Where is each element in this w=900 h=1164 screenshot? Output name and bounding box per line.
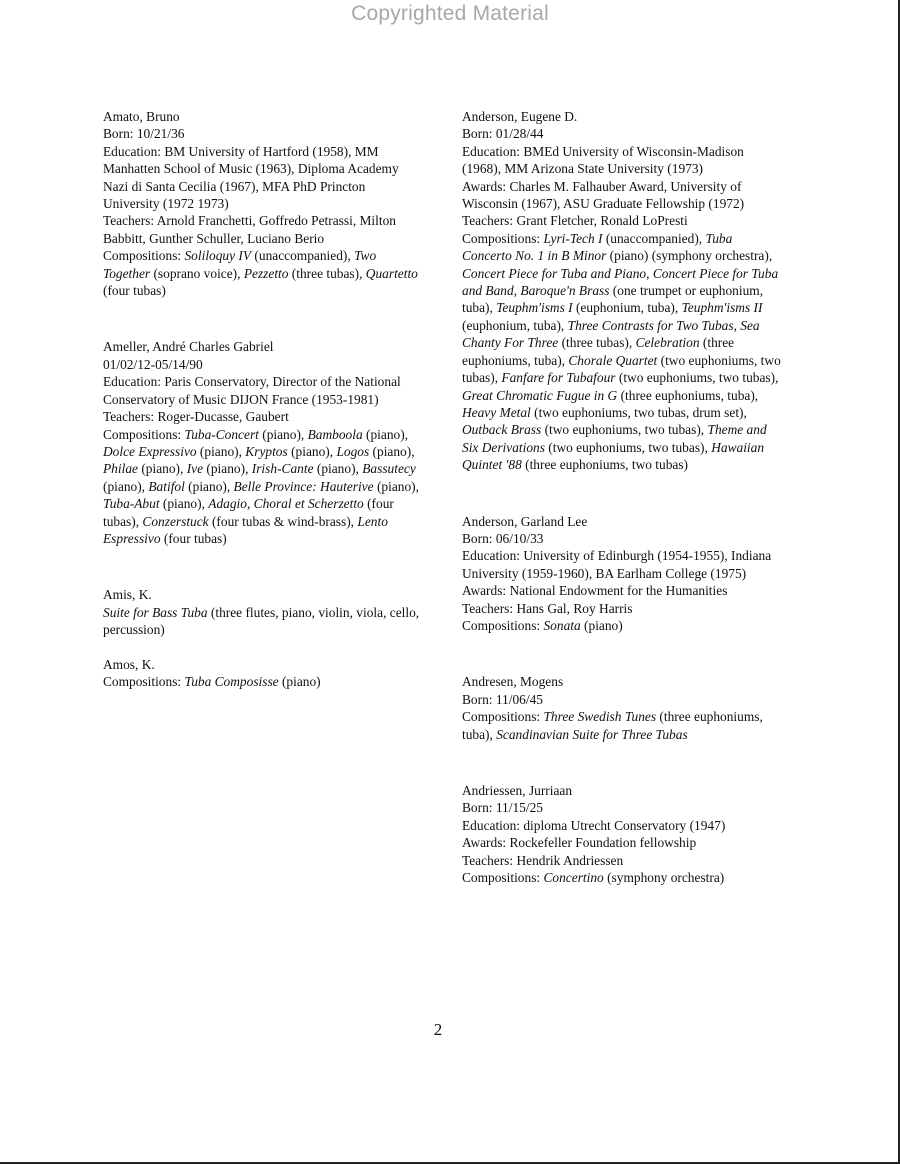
- entry-text: Amis, K.: [103, 587, 152, 603]
- entry-text: (piano),: [203, 461, 252, 477]
- left-column: [103, 108, 423, 690]
- entry-line: [462, 547, 782, 582]
- work-title: Suite for Bass Tuba: [103, 604, 208, 620]
- entry-text: Teachers: Roger-Ducasse, Gaubert: [103, 409, 289, 425]
- entry-text: Teachers: Hans Gal, Roy Harris: [462, 600, 633, 616]
- entry-text: (piano),: [369, 443, 415, 459]
- entry-text: (piano),: [159, 496, 209, 512]
- composer-entry: [462, 673, 782, 743]
- entry-text: (three flutes, piano, violin, viola, cello, percussion): [103, 604, 420, 638]
- composer-name: [462, 782, 782, 799]
- entry-text: (four tubas),: [103, 496, 394, 529]
- composer-name: [103, 586, 423, 603]
- work-title: Logos: [336, 443, 370, 459]
- work-title: Sea Chanty For Three: [462, 317, 760, 351]
- work-title: Celebration: [635, 335, 700, 351]
- work-title: Adagio, Choral et Scherzetto: [208, 496, 364, 512]
- work-title: Lyri-Tech I: [543, 230, 603, 246]
- composer-name: [103, 338, 423, 355]
- work-title: Philae: [103, 461, 138, 477]
- entry-text: (soprano voice),: [150, 265, 244, 281]
- composer-entry: [462, 513, 782, 635]
- entry-text: (piano),: [258, 426, 308, 442]
- composer-entry: [462, 782, 782, 886]
- entry-text: Compositions:: [103, 248, 185, 264]
- entry-line: [462, 691, 782, 708]
- work-title: Conzerstuck: [142, 513, 209, 529]
- entry-text: (piano),: [287, 443, 337, 459]
- work-title: Tuba-Abut: [103, 496, 160, 512]
- entry-text: (unaccompanied),: [251, 248, 355, 264]
- entry-text: (three euphoniums, tuba),: [617, 387, 759, 403]
- composer-entry: [103, 338, 423, 547]
- entry-text: (unaccompanied),: [602, 230, 706, 246]
- work-title: Batifol: [148, 478, 185, 494]
- work-title: Teuphm'isms I: [496, 300, 573, 316]
- page-number: 2: [433, 1020, 443, 1039]
- composer-entry: [103, 586, 423, 638]
- work-title: Theme and Six Derivations: [462, 422, 767, 455]
- entry-text: (three euphoniums, tuba),: [462, 709, 763, 742]
- work-title: Concert Piece for Tuba and Band: [462, 265, 779, 299]
- work-title: Great Chromatic Fugue in G: [462, 387, 618, 403]
- entry-text: 01/02/12-05/14/90: [103, 356, 203, 372]
- composer-entry: [103, 108, 423, 299]
- work-title: Teuphm'isms II: [681, 300, 763, 316]
- entry-line: [103, 426, 423, 548]
- entry-text: Teachers: Grant Fletcher, Ronald LoPresti: [462, 213, 688, 229]
- entry-text: (piano),: [137, 461, 187, 477]
- entry-line: [462, 212, 782, 229]
- entry-line: [462, 530, 782, 547]
- entry-text: ,: [646, 265, 653, 281]
- entry-line: [462, 799, 782, 816]
- entry-text: Andriessen, Jurriaan: [462, 783, 573, 798]
- entry-text: (euphonium, tuba),: [572, 300, 682, 316]
- entry-text: (four tubas & wind-brass),: [208, 513, 358, 529]
- entry-text: (piano),: [103, 478, 149, 494]
- work-title: Belle Province: Hauterive: [233, 478, 374, 494]
- entry-text: Amos, K.: [103, 656, 155, 672]
- work-title: Tuba Composisse: [184, 673, 279, 689]
- entry-line: [103, 143, 423, 213]
- composer-name: [462, 108, 782, 125]
- entry-line: [103, 125, 423, 142]
- entry-text: (two euphoniums, two tubas, drum set),: [530, 404, 747, 420]
- entry-text: Compositions:: [462, 230, 544, 246]
- entry-text: (four tubas): [103, 283, 166, 299]
- entry-text: Born: 11/15/25: [462, 800, 543, 816]
- work-title: Irish-Cante: [251, 461, 314, 477]
- work-title: Quartetto: [365, 265, 418, 281]
- entry-text: Andresen, Mogens: [462, 674, 564, 690]
- work-title: Ive: [186, 461, 204, 477]
- entry-text: (two euphoniums, two tubas),: [615, 370, 779, 386]
- entry-text: (euphonium, tuba),: [462, 317, 568, 333]
- composer-entry: [103, 656, 423, 691]
- entry-text: (two euphoniums, two tubas),: [462, 352, 781, 386]
- copyright-watermark: Copyrighted Material: [351, 2, 549, 25]
- work-title: Soliloquy IV: [184, 248, 252, 264]
- entry-text: ,: [733, 317, 741, 333]
- work-title: Three Swedish Tunes: [543, 709, 657, 725]
- work-title: Pezzetto: [243, 265, 289, 281]
- work-title: Concert Piece for Tuba and Piano: [462, 265, 647, 281]
- entry-text: (piano),: [313, 461, 363, 477]
- entry-text: Ameller, André Charles Gabriel: [103, 339, 274, 355]
- work-title: Sonata: [543, 617, 581, 633]
- entry-line: [462, 125, 782, 142]
- entry-text: Born: 06/10/33: [462, 530, 544, 546]
- work-title: Heavy Metal: [462, 404, 531, 420]
- entry-line: [462, 834, 782, 851]
- work-title: Fanfare for Tubafour: [501, 370, 616, 386]
- entry-text: (piano),: [373, 478, 419, 494]
- entry-text: Born: 11/06/45: [462, 691, 543, 707]
- work-title: Scandinavian Suite for Three Tubas: [496, 726, 688, 742]
- entry-line: [462, 617, 782, 634]
- entry-text: ,: [513, 283, 521, 299]
- entry-text: Awards: National Endowment for the Humanities: [462, 583, 728, 599]
- entry-text: (four tubas): [160, 530, 227, 546]
- entry-line: [103, 373, 423, 408]
- entry-text: Compositions:: [462, 617, 544, 633]
- work-title: Baroque'n Brass: [520, 283, 610, 299]
- entry-text: Education: BM University of Hartford (1958), MM Manhatten School of Music (1963), Diploma Academy Nazi di Santa Cecilia (1967), MFA PhD Princton University (1972 1973): [103, 143, 399, 212]
- work-title: Outback Brass: [462, 422, 542, 438]
- work-title: Two Together: [103, 248, 377, 281]
- entry-text: Compositions:: [103, 426, 185, 442]
- entry-text: (two euphoniums, two tubas),: [544, 439, 712, 455]
- entry-text: (three euphoniums, two tubas): [521, 457, 689, 473]
- entry-text: (piano) (symphony orchestra),: [606, 248, 773, 264]
- entry-line: [462, 817, 782, 834]
- entry-text: Compositions:: [462, 870, 544, 886]
- entry-text: (symphony orchestra): [603, 870, 725, 886]
- composer-name: [103, 108, 423, 125]
- work-title: Bassutecy: [362, 461, 416, 477]
- entry-text: Born: 10/21/36: [103, 126, 185, 142]
- entry-text: Awards: Rockefeller Foundation fellowship: [462, 835, 697, 851]
- right-column: [462, 108, 782, 886]
- entry-text: Born: 01/28/44: [462, 126, 544, 142]
- entry-line: [462, 708, 782, 743]
- work-title: Concertino: [543, 870, 604, 886]
- entry-line: [462, 869, 782, 886]
- entry-text: Education: BMEd University of Wisconsin-Madison (1968), MM Arizona State University (1973): [462, 143, 744, 177]
- work-title: Tuba-Concert: [184, 426, 259, 442]
- entry-text: (one trumpet or euphonium, tuba),: [462, 283, 764, 316]
- entry-text: (two euphoniums, two tubas),: [541, 422, 708, 438]
- entry-line: [103, 673, 423, 690]
- entry-line: [462, 600, 782, 617]
- entry-line: [103, 408, 423, 425]
- work-title: Three Contrasts for Two Tubas: [567, 317, 734, 333]
- entry-text: Education: University of Edinburgh (1954-1955), Indiana University (1959-1960), BA Earlham College (1975): [462, 548, 772, 581]
- work-title: Kryptos: [245, 443, 288, 459]
- entry-text: Education: Paris Conservatory, Director of the National Conservatory of Music DIJON France (1953-1981): [103, 374, 401, 407]
- work-title: Bamboola: [307, 426, 363, 442]
- entry-text: (piano),: [362, 426, 409, 442]
- work-title: Lento Espressivo: [103, 513, 388, 546]
- entry-line: [462, 178, 782, 213]
- entry-line: [103, 212, 423, 247]
- entry-line: [462, 582, 782, 599]
- entry-text: Compositions:: [103, 673, 185, 689]
- work-title: Chorale Quartet: [568, 352, 658, 368]
- entry-text: (piano),: [184, 478, 234, 494]
- entry-text: (three tubas),: [558, 335, 636, 351]
- entry-text: Amato, Bruno: [103, 109, 180, 124]
- composer-name: [462, 673, 782, 690]
- entry-line: [103, 356, 423, 373]
- entry-text: Awards: Charles M. Falhauber Award, University of Wisconsin (1967), ASU Graduate Fellowship (1972): [462, 178, 745, 212]
- entry-line: [103, 604, 423, 639]
- composer-name: [462, 513, 782, 530]
- composer-name: [103, 656, 423, 673]
- entry-line: [103, 247, 423, 299]
- entry-text: Education: diploma Utrecht Conservatory (1947): [462, 817, 726, 833]
- composer-entry: [462, 108, 782, 474]
- entry-text: Anderson, Garland Lee: [462, 513, 588, 529]
- entry-text: Teachers: Hendrik Andriessen: [462, 852, 624, 868]
- entry-line: [462, 230, 782, 474]
- entry-text: (three tubas),: [288, 265, 366, 281]
- entry-text: Anderson, Eugene D.: [462, 109, 578, 124]
- work-title: Hawaiian Quintet '88: [462, 439, 765, 473]
- entry-text: (three euphoniums, tuba),: [462, 335, 735, 368]
- entry-line: [462, 143, 782, 178]
- entry-text: Teachers: Arnold Franchetti, Goffredo Petrassi, Milton Babbitt, Gunther Schuller, Luciano Berio: [103, 213, 396, 246]
- work-title: Dolce Expressivo: [103, 443, 197, 459]
- entry-text: (piano): [278, 673, 321, 689]
- entry-text: (piano): [580, 617, 623, 633]
- work-title: Tuba Concerto No. 1 in B Minor: [462, 230, 733, 264]
- entry-text: Compositions:: [462, 709, 544, 725]
- entry-line: [462, 852, 782, 869]
- entry-text: (piano),: [196, 443, 246, 459]
